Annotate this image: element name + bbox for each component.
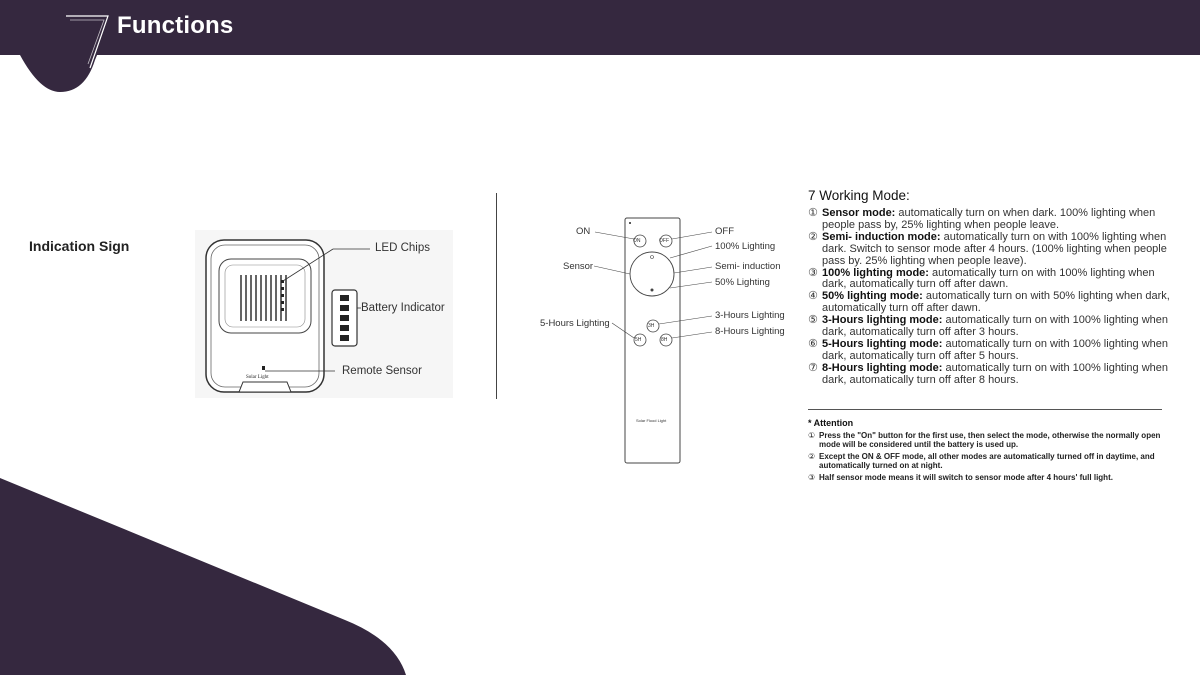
remote-5h-label: 5-Hours Lighting <box>540 318 610 329</box>
indication-title: Indication Sign <box>29 238 130 254</box>
list-item: ⑦ 8-Hours lighting mode: automatically turn on with 100% lighting when dark, automatically turn off after 8 hours. <box>808 361 1169 386</box>
remote-5h-button: 5H <box>635 337 642 343</box>
remote-8h-label: 8-Hours Lighting <box>715 326 785 337</box>
remote-off-button: OFF <box>659 238 669 244</box>
remote-on-label: ON <box>576 226 591 237</box>
remote-3h-button: 3H <box>648 323 655 329</box>
list-item: ③ 100% lighting mode: automatically turn on with 100% lighting when dark, automatically turn off after dawn. <box>808 266 1155 291</box>
remote-8h-button: 8H <box>661 337 668 343</box>
working-mode-title: 7 Working Mode: <box>808 188 910 203</box>
remote-sensor-label: Remote Sensor <box>342 365 422 377</box>
section-divider <box>496 193 497 399</box>
list-item: ③ Half sensor mode means it will switch to sensor mode after 4 hours' full light. <box>808 473 1113 482</box>
list-item: ② Except the ON & OFF mode, all other modes are automatically turned off in daytime, and automatically turned on at night. <box>808 452 1155 470</box>
remote-3h-label: 3-Hours Lighting <box>715 310 785 321</box>
remote-100-label: 100% Lighting <box>715 241 776 252</box>
list-item: ⑤ 3-Hours lighting mode: automatically turn on with 100% lighting when dark, automatically turn off after 3 hours. <box>808 314 1169 339</box>
battery-indicator-label: Battery Indicator <box>361 302 445 314</box>
section-rule <box>808 409 1162 410</box>
remote-sensor-label: Sensor <box>563 261 594 272</box>
attention-list <box>808 431 1168 485</box>
list-item: ⑥ 5-Hours lighting mode: automatically turn on with 100% lighting when dark, automatically turn off after 5 hours. <box>808 337 1169 362</box>
list-item: ① Press the "On" button for the first use, then select the mode, otherwise the normally open mode will be considered until the battery is used up. <box>808 431 1161 449</box>
remote-device-label: Solar Flood Light <box>636 418 667 423</box>
list-item: ② Semi- induction mode: automatically turn on with 100% lighting when dark. Switch to sensor mode after 4 hours. (100% lighting when people pass by. 25% lighting when people leave). <box>808 230 1167 267</box>
list-item: ④ 50% lighting mode: automatically turn on with 50% lighting when dark, automatically turn off after dawn. <box>808 290 1170 315</box>
remote-off-label: OFF <box>715 226 734 237</box>
remote-semi-label: Semi- induction <box>715 261 781 272</box>
attention-title: * Attention <box>808 418 854 428</box>
remote-50-label: 50% Lighting <box>715 277 770 288</box>
led-chips-label: LED Chips <box>375 242 430 254</box>
device-label: Solar Light <box>246 375 269 380</box>
page-title: Functions <box>117 12 234 39</box>
working-mode-list <box>808 208 1173 387</box>
list-item: ① Sensor mode: automatically turn on when dark. 100% lighting when people pass by, 25% lighting when people leave. <box>808 207 1156 231</box>
remote-diagram <box>590 210 730 470</box>
remote-on-button: ON <box>633 238 641 244</box>
